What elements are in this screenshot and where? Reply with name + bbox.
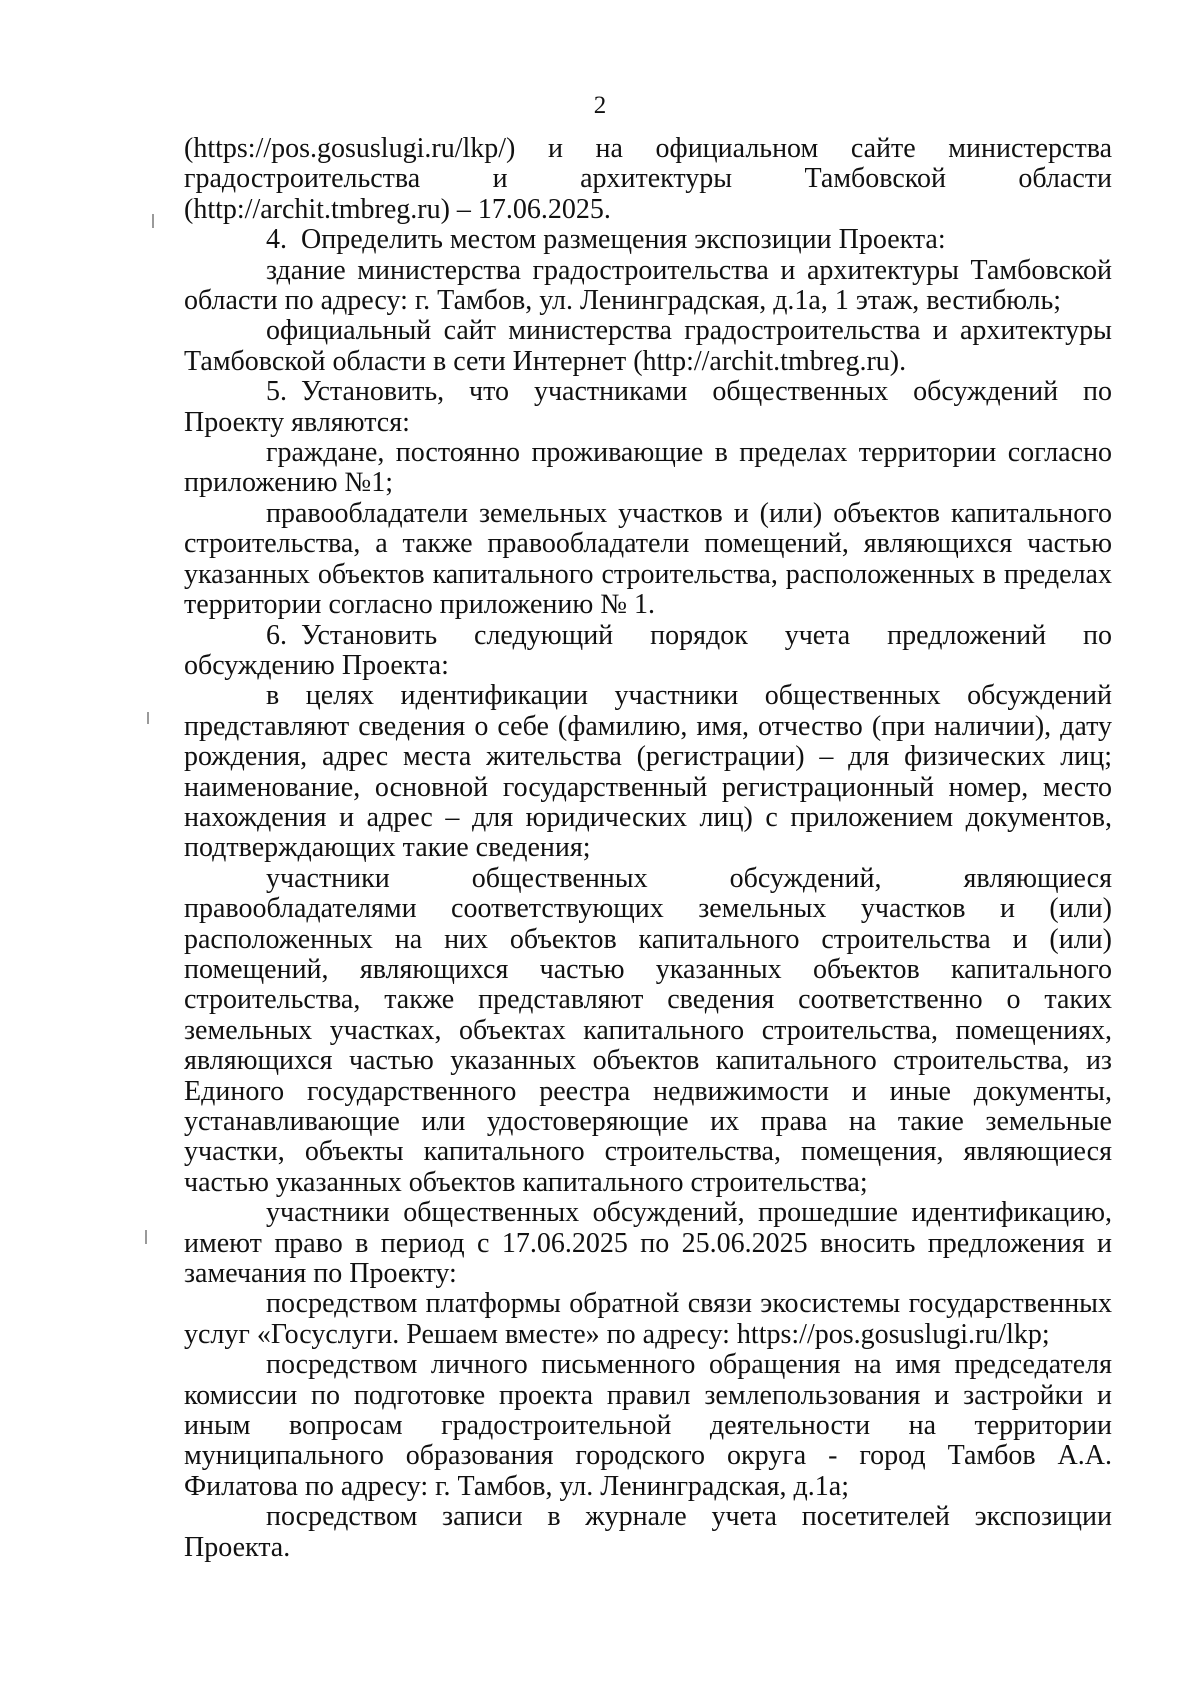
scan-mark — [147, 712, 149, 724]
document-body — [184, 134, 1112, 1563]
paragraph: посредством личного письменного обращения на имя председателя комиссии по подготовке проекта правил землепользования и застройки и иным вопросам градостроительной деятельности на территории муниципального образования городского округа - город Тамбов А.А. Филатова по адресу: г. Тамбов, ул. Ленинградская, д.1а; — [184, 1349, 1112, 1502]
numbered-paragraph: 5. Установить, что участниками общественных обсуждений по Проекту являются: — [184, 376, 1112, 438]
scan-mark — [152, 214, 154, 228]
scan-mark — [145, 1230, 147, 1244]
numbered-paragraph: 4. Определить местом размещения экспозиции Проекта: — [266, 224, 946, 256]
paragraph: (https://pos.gosuslugi.ru/lkp/) и на официальном сайте министерства градостроительства и архитектуры Тамбовской области (http://archit.tmbreg.ru) – 17.06.2025. — [184, 133, 1112, 225]
paragraph: в целях идентификации участники общественных обсуждений представляют сведения о себе (фамилию, имя, отчество (при наличии), дату рождения, адрес места жительства (регистрации) – для физических лиц; наименование, основной государственный регистрационный номер, место нахождения и адрес – для юридических лиц) с приложением документов, подтверждающих такие сведения; — [184, 680, 1112, 864]
numbered-paragraph: 6. Установить следующий порядок учета предложений по обсуждению Проекта: — [184, 619, 1112, 681]
paragraph: посредством платформы обратной связи экосистемы государственных услуг «Госуслуги. Решаем вместе» по адресу: https://pos.gosuslugi.ru/lkp; — [184, 1288, 1112, 1350]
page-number: 2 — [593, 92, 607, 119]
paragraph: официальный сайт министерства градостроительства и архитектуры Тамбовской области в сети Интернет (http://archit.tmbreg.ru). — [184, 315, 1112, 377]
paragraph: участники общественных обсуждений, являющиеся правообладателями соответствующих земельных участков и (или) расположенных на них объектов капитального строительства и (или) помещений, являющихся частью указанных объектов капитального строительства, также представляют сведения соответственно о таких земельных участках, объектах капитального строительства, помещениях, являющихся частью указанных объектов капитального строительства, из Единого государственного реестра недвижимости и иные документы, устанавливающие или удостоверяющие их права на такие земельные участки, объекты капитального строительства, помещения, являющиеся частью указанных объектов капитального строительства; — [184, 862, 1112, 1198]
paragraph: участники общественных обсуждений, прошедшие идентификацию, имеют право в период с 17.06.2025 по 25.06.2025 вносить предложения и замечания по Проекту: — [184, 1197, 1112, 1290]
paragraph: правообладатели земельных участков и (или) объектов капитального строительства, а также правообладатели помещений, являющихся частью указанных объектов капитального строительства, расположенных в пределах территории согласно приложению № 1. — [184, 497, 1112, 621]
paragraph: здание министерства градостроительства и архитектуры Тамбовской области по адресу: г. Тамбов, ул. Ленинградская, д.1а, 1 этаж, вестибюль; — [184, 254, 1112, 317]
paragraph: посредством записи в журнале учета посетителей экспозиции Проекта. — [184, 1501, 1112, 1563]
paragraph: граждане, постоянно проживающие в пределах территории согласно приложению №1; — [184, 437, 1112, 499]
